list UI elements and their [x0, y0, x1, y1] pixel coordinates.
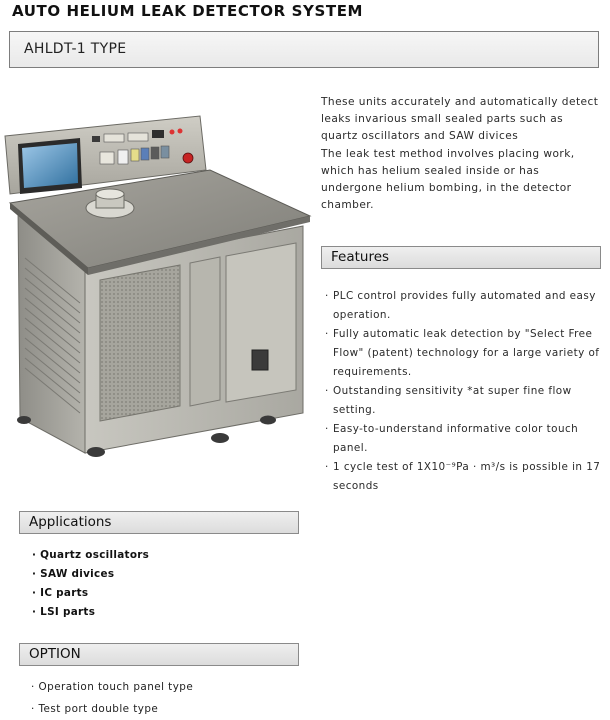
feature-item: · Fully automatic leak detection by "Select Free Flow" (patent) technology for a large variety of requirements. [325, 325, 607, 382]
feature-item: · 1 cycle test of 1X10⁻⁹Pa · m³/s is possible in 17 seconds [325, 458, 607, 496]
application-item: · SAW divices [32, 565, 149, 584]
product-photo [0, 108, 312, 460]
model-type-box [9, 31, 599, 68]
page-title: AUTO HELIUM LEAK DETECTOR SYSTEM [12, 2, 364, 20]
access-door [226, 243, 296, 402]
door-latch [252, 350, 268, 370]
front-divider [190, 257, 220, 406]
features-list [325, 287, 607, 496]
applications-heading: Applications [19, 511, 299, 534]
applications-list [32, 546, 149, 622]
product-description [321, 94, 603, 214]
option-list [31, 676, 193, 720]
model-type-label: AHLDT-1 TYPE [24, 41, 127, 57]
feature-item: · Outstanding sensitivity *at super fine flow setting. [325, 382, 607, 420]
features-heading: Features [321, 246, 601, 269]
description-paragraph: The leak test method involves placing work, which has helium sealed inside or has undergone helium bombing, in the detector chamber. [321, 147, 575, 212]
description-paragraph: These units accurately and automatically detect leaks invarious small sealed parts such as quartz oscillators and SAW divices [321, 96, 599, 143]
application-item: · Quartz oscillators [32, 546, 149, 565]
feature-item: · PLC control provides fully automated and easy operation. [325, 287, 607, 325]
front-mesh-panel [100, 265, 180, 421]
option-item: · Operation touch panel type [31, 676, 193, 698]
application-item: · IC parts [32, 584, 149, 603]
application-item: · LSI parts [32, 603, 149, 622]
option-heading: OPTION [19, 643, 299, 666]
feature-item: · Easy-to-understand informative color touch panel. [325, 420, 607, 458]
option-item: · Test port double type [31, 698, 193, 720]
